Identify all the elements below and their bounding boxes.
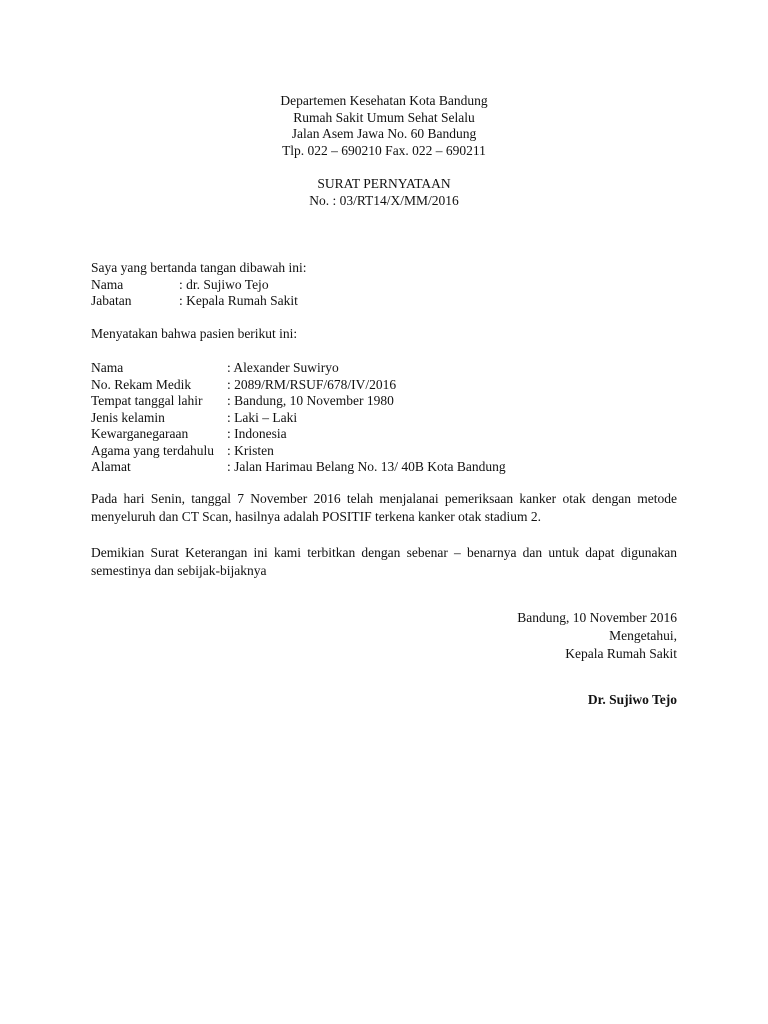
field-value: : Kepala Rumah Sakit — [179, 293, 298, 308]
patient-section — [91, 360, 506, 476]
field-value: : Laki – Laki — [227, 409, 298, 425]
signature-acknowledged: Mengetahui, — [609, 628, 677, 643]
declarant-intro: Saya yang bertanda tangan dibawah ini: — [91, 260, 307, 275]
letter-heading: SURAT PERNYATAAN — [317, 176, 451, 191]
field-value: : Indonesia — [227, 426, 287, 441]
patient-row — [91, 443, 506, 460]
field-label: Tempat tanggal lahir — [91, 393, 203, 408]
signature-position: Kepala Rumah Sakit — [565, 646, 677, 661]
field-label: Jenis kelamin — [91, 409, 165, 425]
signer-name: Dr. Sujiwo Tejo — [587, 692, 677, 707]
patient-row — [91, 393, 506, 410]
signature-block — [517, 609, 677, 663]
field-label: Nama — [91, 360, 124, 375]
field-value: : Kristen — [227, 442, 274, 458]
patient-row — [91, 426, 506, 443]
field-label: Agama yang terdahulu — [91, 442, 214, 458]
declarant-row — [91, 277, 307, 294]
patient-row — [91, 377, 506, 394]
letterhead-department: Departemen Kesehatan Kota Bandung — [280, 93, 488, 108]
field-value: : 2089/RM/RSUF/678/IV/2016 — [227, 376, 397, 392]
field-value: : Bandung, 10 November 1980 — [227, 393, 394, 408]
letter-title — [0, 176, 768, 209]
field-label: No. Rekam Medik — [91, 376, 192, 392]
letterhead-contact: Tlp. 022 – 690210 Fax. 022 – 690211 — [282, 142, 486, 158]
field-value: : Alexander Suwiryo — [227, 360, 339, 375]
declarant-row — [91, 293, 307, 310]
closing-paragraph: Demikian Surat Keterangan ini kami terbitkan dengan sebenar – benarnya dan untuk dapat digunakan semestinya dan sebijak-bijaknya — [91, 545, 677, 578]
statement-intro: Menyatakan bahwa pasien berikut ini: — [91, 326, 298, 341]
patient-row — [91, 360, 506, 377]
examination-paragraph: Pada hari Senin, tanggal 7 November 2016 telah menjalanai pemeriksaan kanker otak dengan metode menyeluruh dan CT Scan, hasilnya adalah POSITIF terkena kanker otak stadium 2. — [91, 491, 677, 524]
signature-place-date: Bandung, 10 November 2016 — [517, 610, 677, 625]
letterhead — [0, 93, 768, 159]
field-label: Alamat — [91, 459, 131, 474]
letterhead-address: Jalan Asem Jawa No. 60 Bandung — [291, 126, 477, 141]
patient-row — [91, 410, 506, 427]
patient-row — [91, 459, 506, 476]
field-label: Nama — [91, 276, 124, 292]
field-value: : dr. Sujiwo Tejo — [179, 276, 269, 292]
letterhead-hospital: Rumah Sakit Umum Sehat Selalu — [293, 109, 475, 125]
field-label: Kewarganegaraan — [91, 426, 189, 441]
field-value: : Jalan Harimau Belang No. 13/ 40B Kota Bandung — [227, 459, 506, 474]
field-label: Jabatan — [91, 293, 132, 308]
declarant-section — [91, 260, 307, 310]
letter-number: No. : 03/RT14/X/MM/2016 — [309, 192, 459, 208]
